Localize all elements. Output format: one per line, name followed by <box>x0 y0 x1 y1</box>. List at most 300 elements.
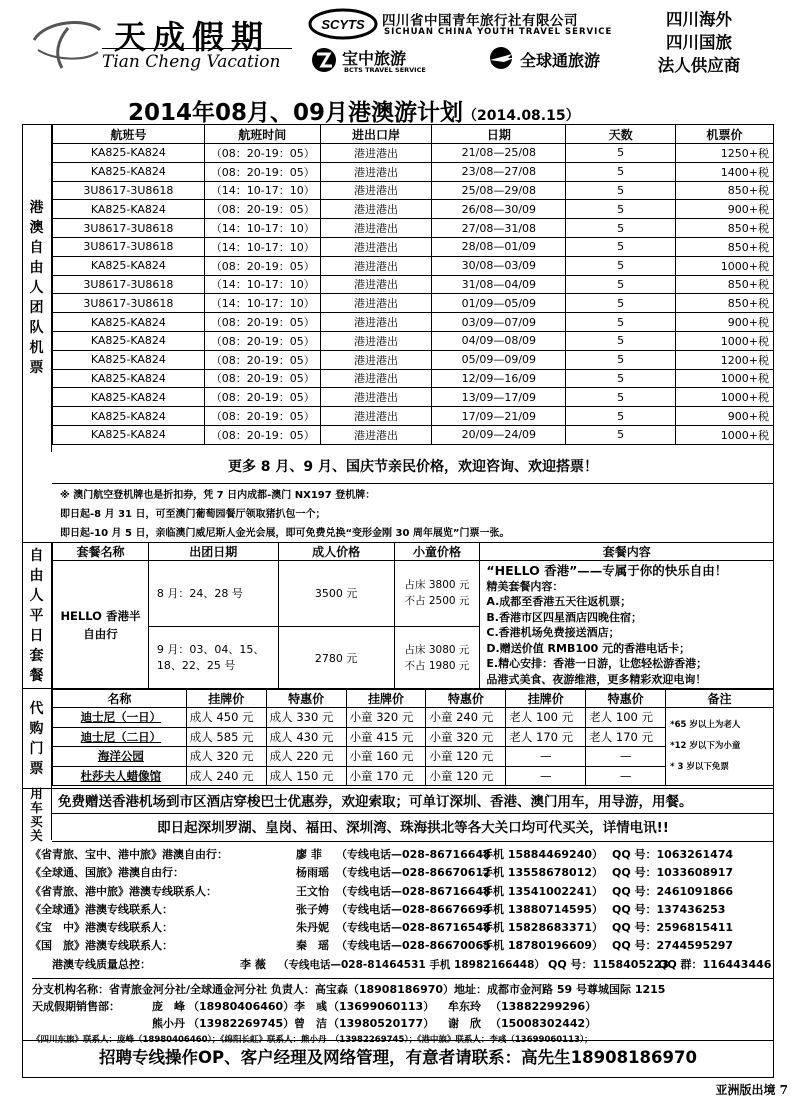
package-dates: 8 月：24、28 号 <box>148 561 278 627</box>
package-dates: 9 月：03、04、15、18、22、25 号 <box>148 626 278 689</box>
flight-number: 3U8617-3U8618 <box>53 294 205 313</box>
ticket-price: 1250+税 <box>676 144 774 163</box>
port: 港进港出 <box>320 181 432 200</box>
package-table <box>52 542 774 690</box>
ticket-remarks <box>666 708 774 786</box>
flight-number: KA825-KA824 <box>53 144 205 163</box>
travel-dates: 05/09—09/09 <box>432 350 566 369</box>
agent-line: 法人供应商 <box>657 56 741 75</box>
ticket-price: 1400+税 <box>676 162 774 181</box>
sales-name: 牟东玲 <box>448 1000 481 1013</box>
travel-dates: 13/09—17/09 <box>432 388 566 407</box>
child-no-bed: 不占 1980 元 <box>404 659 470 672</box>
quality-field: QQ 号：1158405223 <box>548 957 670 971</box>
ticket-price: 1000+税 <box>676 256 774 275</box>
flight-number: KA825-KA824 <box>53 200 205 219</box>
flight-number: 3U8617-3U8618 <box>53 275 205 294</box>
intro-line: C.香港机场免费接送酒店； <box>486 626 620 639</box>
port: 港进港出 <box>320 275 432 294</box>
ticket-row <box>53 727 774 747</box>
label-char: 购 <box>29 720 44 737</box>
partner-contacts: 《四川东旅》联系人：庞峰（18980406460）；《绵阳长虹》联系人：熊小丹 （13982269745）；《港中旅》联系人：李彧（13699060113）； <box>32 1035 593 1045</box>
col-header: 名称 <box>53 689 187 708</box>
flight-time: （14：10-17：10） <box>204 219 320 238</box>
flight-number: KA825-KA824 <box>53 425 205 444</box>
contact-phone: （专线电话—028-86716548 <box>336 921 491 935</box>
title-main: 2014年08月、09月港澳游计划 <box>128 100 464 126</box>
ticket-price: 成人 430 元 <box>266 727 346 747</box>
ticket-price: 1200+税 <box>676 350 774 369</box>
contact-name: 王文怡 <box>296 884 329 898</box>
label-char: 队 <box>29 320 44 336</box>
child-with-bed: 占床 3800 元 <box>404 579 470 592</box>
flight-time: （08：20-19：05） <box>204 144 320 163</box>
travel-dates: 30/08—03/09 <box>432 256 566 275</box>
sales-name: 曾 洁 <box>294 1017 327 1030</box>
bcts-logo-icon <box>308 46 340 74</box>
ticket-price: 小童 160 元 <box>346 747 426 767</box>
travel-dates: 20/09—24/09 <box>432 425 566 444</box>
label-char: 团 <box>29 300 44 316</box>
flight-number: KA825-KA824 <box>53 407 205 426</box>
ticket-price: 小童 320 元 <box>426 727 506 747</box>
travel-dates: 21/08—25/08 <box>432 144 566 163</box>
note-line: 即日起-10 月 5 日，亲临澳门威尼斯人金光会展，即可免费兑换“变形金刚 30 周年展览”门票一张。 <box>60 528 510 539</box>
ticket-price: 900+税 <box>676 313 774 332</box>
flight-row <box>53 200 774 219</box>
flight-time: （08：20-19：05） <box>204 369 320 388</box>
col-header: 挂牌价 <box>346 689 426 708</box>
flight-row <box>53 388 774 407</box>
contact-row <box>30 864 774 882</box>
contact-name: 张子娉 <box>296 902 329 916</box>
flight-time: （08：20-19：05） <box>204 200 320 219</box>
flight-time: （08：20-19：05） <box>204 350 320 369</box>
label-char: 自 <box>29 547 44 564</box>
days: 5 <box>566 144 676 163</box>
car-service-line: 免费赠送香港机场到市区酒店穿梭巴士优惠券，欢迎索取；可单订深圳、香港、澳门用车，用导游，用餐。 <box>52 788 774 814</box>
travel-dates: 12/09—16/09 <box>432 369 566 388</box>
scyts-logo-icon <box>308 8 378 40</box>
ticket-price: 小童 415 元 <box>346 727 426 747</box>
package-adult-price: 2780 元 <box>278 626 394 689</box>
ticket-price: 850+税 <box>676 237 774 256</box>
port: 港进港出 <box>320 144 432 163</box>
package-adult-price: 3500 元 <box>278 561 394 627</box>
label-char: 用 <box>30 785 43 801</box>
ticket-price: 小童 240 元 <box>426 708 506 728</box>
travel-dates: 31/08—04/09 <box>432 275 566 294</box>
bcts-name-en: BCTS TRAVEL SERVICE <box>344 66 426 74</box>
flight-number: KA825-KA824 <box>53 388 205 407</box>
col-header: 航班时间 <box>204 125 320 144</box>
contact-list <box>30 846 774 974</box>
contact-mobile: 手机 13541002241） <box>482 884 604 898</box>
label-char: 关 <box>30 827 43 843</box>
intro-line: D.赠送价值 RMB100 元的香港电话卡； <box>486 641 691 655</box>
days: 5 <box>566 200 676 219</box>
branch-address: 分支机构名称：省青旅金河分社/全球通金河分社 负责人：高宝森（18908186970）地址：成都市金河路 59 号尊城国际 1215 <box>32 983 666 996</box>
global-travel-name: 全球通旅游 <box>520 51 601 70</box>
days: 5 <box>566 407 676 426</box>
package-child-price <box>394 561 480 627</box>
col-header: 成人价格 <box>278 543 394 561</box>
ticket-price: 1000+税 <box>676 331 774 350</box>
col-header: 日期 <box>432 125 566 144</box>
flight-row <box>53 350 774 369</box>
col-header: 特惠价 <box>586 689 666 708</box>
contact-row <box>30 919 774 937</box>
flight-number: KA825-KA824 <box>53 162 205 181</box>
ticket-price: 小童 170 元 <box>346 766 426 786</box>
label-char: 由 <box>29 260 44 276</box>
days: 5 <box>566 331 676 350</box>
contact-row <box>30 883 774 901</box>
contact-phone: （专线电话—028-86716648 <box>336 848 491 861</box>
globe-plane-logo-icon <box>484 46 518 70</box>
label-char: 票 <box>29 360 44 376</box>
travel-dates: 28/08—01/09 <box>432 237 566 256</box>
ticket-price: 成人 585 元 <box>186 727 266 747</box>
contact-phone: （专线电话—028-86670612 <box>336 866 491 880</box>
days: 5 <box>566 219 676 238</box>
days: 5 <box>566 425 676 444</box>
col-header: 挂牌价 <box>186 689 266 708</box>
flight-number: 3U8617-3U8618 <box>53 181 205 200</box>
label-char: 票 <box>29 760 44 777</box>
header <box>0 0 800 88</box>
flight-row <box>53 237 774 256</box>
contact-qq: QQ 号：137436253 <box>612 902 726 916</box>
flight-time: （08：20-19：05） <box>204 331 320 350</box>
ticket-price: 老人 100 元 <box>586 708 666 728</box>
page-footer: 亚洲版出境 7 <box>715 1083 788 1097</box>
scyts-logo-text: SCYTS <box>321 17 365 32</box>
flight-row <box>53 144 774 163</box>
contact-row <box>30 846 774 864</box>
col-header: 套餐内容 <box>480 543 774 561</box>
ticket-price: — <box>506 747 586 767</box>
flight-row <box>53 256 774 275</box>
flight-time: （08：20-19：05） <box>204 407 320 426</box>
sales-name: 李 彧 <box>294 1000 327 1013</box>
contact-mobile: 手机 13558678012） <box>482 866 604 880</box>
days: 5 <box>566 313 676 332</box>
col-header: 航班号 <box>53 125 205 144</box>
ticket-price: 小童 120 元 <box>426 766 506 786</box>
ticket-price: 850+税 <box>676 294 774 313</box>
ticket-price: 900+税 <box>676 407 774 426</box>
flight-number: 3U8617-3U8618 <box>53 219 205 238</box>
contact-role: 《省青旅、港中旅》港澳专线联系人： <box>30 884 217 898</box>
contact-name: 杨雨瑶 <box>296 866 329 880</box>
port: 港进港出 <box>320 313 432 332</box>
travel-dates: 25/08—29/08 <box>432 181 566 200</box>
flight-row <box>53 369 774 388</box>
page-title <box>128 94 580 127</box>
sales-phone: （18980406460） <box>188 1000 295 1013</box>
quality-field: 港澳专线质量总控： <box>52 957 151 971</box>
port: 港进港出 <box>320 219 432 238</box>
tian-cheng-logo-icon <box>28 14 106 72</box>
ticket-row <box>53 747 774 767</box>
section-label-car <box>22 785 52 843</box>
ticket-price: — <box>586 766 666 786</box>
flight-number: KA825-KA824 <box>53 256 205 275</box>
label-char: 餐 <box>29 667 44 684</box>
port: 港进港出 <box>320 350 432 369</box>
ticket-price: 850+税 <box>676 275 774 294</box>
scyts-name-en: SICHUAN CHINA YOUTH TRAVEL SERVICE <box>384 27 613 37</box>
flight-time: （14：10-17：10） <box>204 237 320 256</box>
flight-table <box>52 124 774 445</box>
label-char: 人 <box>29 280 44 296</box>
days: 5 <box>566 275 676 294</box>
flight-time: （14：10-17：10） <box>204 181 320 200</box>
flight-time: （14：10-17：10） <box>204 294 320 313</box>
flight-number: KA825-KA824 <box>53 331 205 350</box>
intro-line: “HELLO 香港”——专属于你的快乐自由！ <box>486 563 728 578</box>
sales-phone: （13982269745） <box>188 1017 295 1030</box>
label-char: 自 <box>29 240 44 256</box>
recruitment-banner: 招聘专线操作OP、客户经理及网络管理，有意者请联系：高先生18908186970 <box>22 1040 774 1078</box>
flight-number: KA825-KA824 <box>53 313 205 332</box>
child-with-bed: 占床 3080 元 <box>404 643 470 656</box>
flight-number: KA825-KA824 <box>53 350 205 369</box>
port: 港进港出 <box>320 237 432 256</box>
sales-name: 谢 欣 <box>448 1017 481 1030</box>
days: 5 <box>566 369 676 388</box>
ticket-price: 老人 170 元 <box>506 727 586 747</box>
ticket-price: 850+税 <box>676 219 774 238</box>
contact-qq: QQ 号：2596815411 <box>612 921 734 935</box>
days: 5 <box>566 237 676 256</box>
remark-line: *12 岁以下为小童 <box>670 741 741 751</box>
brand-name-en: Tian Cheng Vacation <box>102 52 281 72</box>
port: 港进港出 <box>320 294 432 313</box>
label-char: 港 <box>29 200 44 216</box>
label-char: 日 <box>29 627 44 644</box>
attraction-name: 杜莎夫人蜡像馆 <box>53 766 187 786</box>
flight-row <box>53 275 774 294</box>
sales-phone: （13882299296） <box>490 1000 597 1013</box>
sales-phone: （15008302442） <box>490 1017 597 1030</box>
package-content <box>480 561 774 690</box>
contact-name: 秦 瑶 <box>296 939 329 953</box>
attraction-name: 迪士尼（二日） <box>53 727 187 747</box>
macau-notes <box>52 486 774 543</box>
contact-phone: （专线电话—028-86716648 <box>336 884 491 898</box>
note-line: 即日起-8 月 31 日，可至澳门葡萄园餐厅领取猪扒包一个； <box>60 509 326 520</box>
contact-mobile: 手机 13880714595） <box>482 902 604 916</box>
days: 5 <box>566 256 676 275</box>
contact-row <box>30 937 774 955</box>
package-row <box>53 561 774 627</box>
package-child-price <box>394 626 480 689</box>
days: 5 <box>566 181 676 200</box>
brand-divider <box>102 48 292 49</box>
quality-field: （专线电话—028-81464531 手机 18982166448） <box>278 958 545 971</box>
brand-name-cn: 天成假期 <box>114 18 271 56</box>
days: 5 <box>566 350 676 369</box>
flight-time: （08：20-19：05） <box>204 388 320 407</box>
contact-row <box>30 901 774 919</box>
sales-row <box>32 998 774 1015</box>
col-header: 备注 <box>666 689 774 708</box>
attraction-name: 海洋公园 <box>53 747 187 767</box>
contact-name: 廖 菲 <box>296 848 322 861</box>
label-char: 门 <box>29 740 44 757</box>
intro-line: A.成都至香港五天往返机票； <box>486 595 632 608</box>
label-char: 人 <box>29 587 44 604</box>
ticket-price: — <box>506 766 586 786</box>
travel-dates: 04/09—08/09 <box>432 331 566 350</box>
port: 港进港出 <box>320 388 432 407</box>
scyts-name-cn: 四川省中国青年旅行社有限公司 <box>382 13 578 29</box>
sales-label: 天成假期销售部： <box>32 1000 120 1013</box>
port: 港进港出 <box>320 331 432 350</box>
bcts-name: 宝中旅游 <box>342 49 407 68</box>
contact-name: 朱丹妮 <box>296 921 329 935</box>
note-line: ※ 澳门航空登机牌也是折扣券，凭 7 日内成都-澳门 NX197 登机牌： <box>60 490 376 501</box>
border-crossing-line: 即日起深圳罗湖、皇岗、福田、深圳湾、珠海拱北等各大关口均可代买关，详情电讯!! <box>52 814 774 842</box>
intro-line: E.精心安排：香港一日游，让您轻松游香港； <box>486 657 708 670</box>
section-label-tickets <box>22 688 52 788</box>
travel-dates: 27/08—31/08 <box>432 219 566 238</box>
col-header: 套餐名称 <box>53 543 149 561</box>
col-header: 特惠价 <box>426 689 506 708</box>
ticket-price: 小童 120 元 <box>426 747 506 767</box>
ticket-price: 1000+税 <box>676 425 774 444</box>
child-no-bed: 不占 2500 元 <box>404 595 470 608</box>
contact-mobile: 手机 18780196609） <box>482 939 604 953</box>
travel-dates: 17/09—21/09 <box>432 407 566 426</box>
contact-qq: QQ 号：2461091866 <box>612 884 734 898</box>
ticket-price: 成人 150 元 <box>266 766 346 786</box>
ticket-price: 老人 100 元 <box>506 708 586 728</box>
flight-number: 3U8617-3U8618 <box>53 237 205 256</box>
flight-row <box>53 219 774 238</box>
ticket-header-row <box>53 689 774 708</box>
col-header: 进出口岸 <box>320 125 432 144</box>
ticket-price: 成人 240 元 <box>186 766 266 786</box>
flight-row <box>53 181 774 200</box>
agent-badge <box>646 8 752 80</box>
ticket-row <box>53 708 774 728</box>
branch-info <box>32 978 774 1049</box>
sales-name: 熊小丹 <box>152 1017 185 1030</box>
attraction-name: 迪士尼（一日） <box>53 708 187 728</box>
branch-line <box>32 981 774 998</box>
flight-row <box>53 331 774 350</box>
flight-row <box>53 425 774 444</box>
ticket-price: 成人 450 元 <box>186 708 266 728</box>
contact-phone: （专线电话—028-86676694 <box>336 902 491 916</box>
agent-line: 四川国旅 <box>666 33 732 52</box>
travel-dates: 26/08—30/09 <box>432 200 566 219</box>
ticket-price: 小童 320 元 <box>346 708 426 728</box>
section-label-flights <box>22 124 52 452</box>
ticket-table <box>52 688 774 786</box>
flight-header-row <box>53 125 774 144</box>
ticket-price: — <box>586 747 666 767</box>
quality-field: 李 薇 <box>240 957 266 971</box>
flight-number: KA825-KA824 <box>53 369 205 388</box>
package-name: HELLO 香港半自由行 <box>53 561 149 690</box>
contact-qq: QQ 号：2744595297 <box>612 939 734 953</box>
ticket-price: 老人 170 元 <box>586 727 666 747</box>
sales-name: 庞 峰 <box>152 1000 185 1013</box>
label-char: 套 <box>29 647 44 664</box>
flight-time: （08：20-19：05） <box>204 256 320 275</box>
port: 港进港出 <box>320 200 432 219</box>
contact-phone: （专线电话—028-86670065 <box>336 939 491 953</box>
agent-line: 四川海外 <box>666 10 732 29</box>
contact-role: 《宝 中》港澳专线联系人： <box>30 921 173 935</box>
flight-row <box>53 407 774 426</box>
col-header: 机票价 <box>676 125 774 144</box>
ticket-price: 850+税 <box>676 181 774 200</box>
flight-row <box>53 294 774 313</box>
flight-time: （08：20-19：05） <box>204 162 320 181</box>
label-char: 由 <box>29 567 44 584</box>
col-header: 特惠价 <box>266 689 346 708</box>
ticket-row <box>53 766 774 786</box>
travel-dates: 03/09—07/09 <box>432 313 566 332</box>
col-header: 出团日期 <box>148 543 278 561</box>
contact-role: 《省青旅、宝中、港中旅》港澳自由行： <box>30 848 228 861</box>
flight-row <box>53 313 774 332</box>
sales-phone: （13980520177） <box>328 1017 435 1030</box>
sales-row <box>32 1015 774 1032</box>
col-header: 天数 <box>566 125 676 144</box>
flight-time: （08：20-19：05） <box>204 425 320 444</box>
ticket-price: 成人 220 元 <box>266 747 346 767</box>
contact-role: 《国 旅》港澳专线联系人： <box>30 939 173 953</box>
label-char: 代 <box>29 700 44 717</box>
intro-line: 品港式美食、夜游维港，更多精彩欢迎电询！ <box>486 672 707 686</box>
ticket-price: 成人 320 元 <box>186 747 266 767</box>
flight-time: （08：20-19：05） <box>204 313 320 332</box>
port: 港进港出 <box>320 162 432 181</box>
contact-role: 《全球通》港澳专线联系人： <box>30 902 173 916</box>
port: 港进港出 <box>320 425 432 444</box>
port: 港进港出 <box>320 407 432 426</box>
intro-line: B.香港市区四星酒店四晚住宿； <box>486 610 642 624</box>
contact-qq: QQ 号：1033608917 <box>612 866 734 880</box>
ticket-price: 900+税 <box>676 200 774 219</box>
travel-dates: 01/09—05/09 <box>432 294 566 313</box>
ticket-price: 成人 330 元 <box>266 708 346 728</box>
port: 港进港出 <box>320 369 432 388</box>
ticket-price: 1000+税 <box>676 388 774 407</box>
label-char: 机 <box>29 340 44 356</box>
sales-phone: （13699060113） <box>328 1000 435 1013</box>
port: 港进港出 <box>320 256 432 275</box>
days: 5 <box>566 162 676 181</box>
label-char: 车 <box>30 799 43 815</box>
section-label-package <box>22 542 52 688</box>
remark-line: * 3 岁以下免票 <box>670 762 729 772</box>
more-prices-banner: 更多 8 月、9 月、国庆节亲民价格，欢迎咨询、欢迎搭票！ <box>52 452 774 484</box>
contact-mobile: 手机 15828683371） <box>482 921 604 935</box>
ticket-price: 1000+税 <box>676 369 774 388</box>
days: 5 <box>566 388 676 407</box>
flight-time: （14：10-17：10） <box>204 275 320 294</box>
days: 5 <box>566 294 676 313</box>
col-header: 挂牌价 <box>506 689 586 708</box>
quality-row <box>30 956 774 974</box>
